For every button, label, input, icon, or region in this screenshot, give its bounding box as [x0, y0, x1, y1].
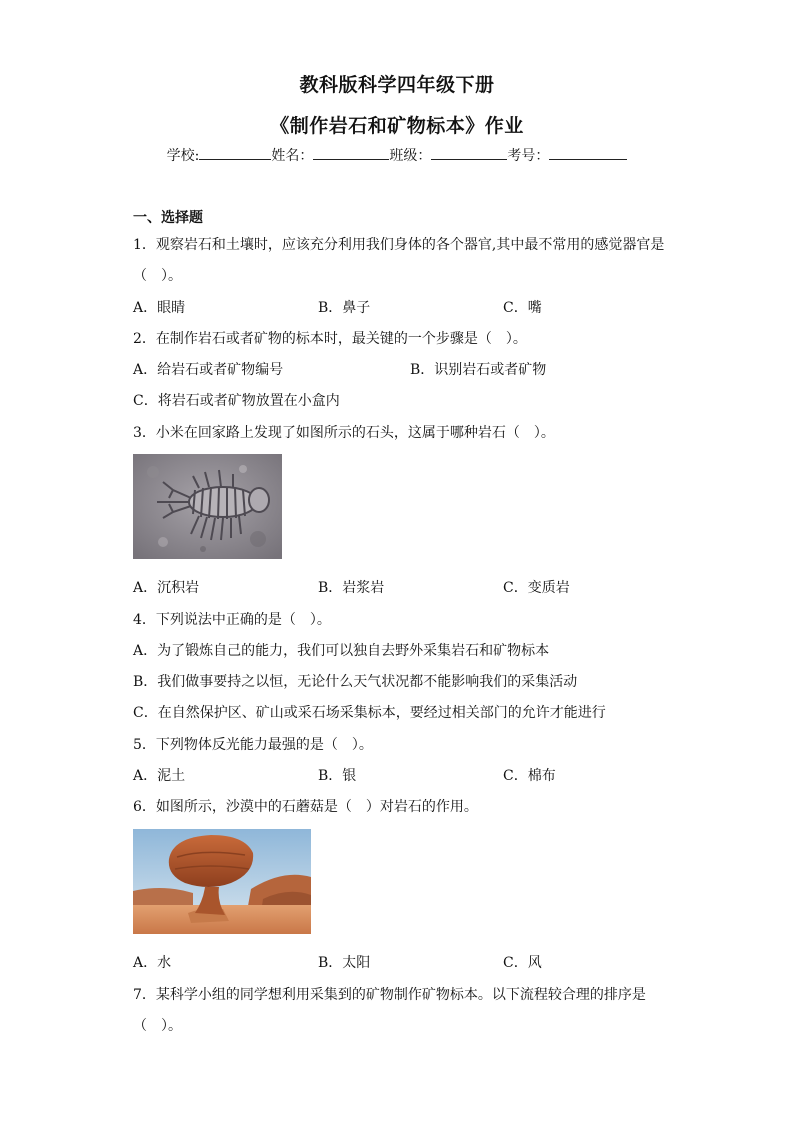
question-6-stem: 6．如图所示，沙漠中的石蘑菇是（ ）对岩石的作用。 [133, 799, 478, 815]
school-label: 学校: [166, 148, 200, 164]
trilobite-fossil-graphic [133, 454, 282, 559]
question-3-option-b[interactable]: B．岩浆岩 [318, 580, 385, 596]
exam-number-label: 考号： [507, 148, 550, 164]
question-5-option-b[interactable]: B．银 [318, 768, 357, 784]
question-7-stem: 7．某科学小组的同学想利用采集到的矿物制作矿物标本。以下流程较合理的排序是 [133, 987, 646, 1003]
question-6-option-c[interactable]: C．风 [503, 955, 542, 971]
question-3-stem: 3．小米在回家路上发现了如图所示的石头，这属于哪种岩石（ ）。 [133, 425, 555, 441]
question-3-option-a[interactable]: A．沉积岩 [133, 580, 200, 596]
question-2-option-a[interactable]: A．给岩石或者矿物编号 [133, 362, 284, 378]
question-1-option-a[interactable]: A．眼睛 [133, 300, 186, 316]
question-6-option-a[interactable]: A．水 [133, 955, 172, 971]
mushroom-rock-graphic [133, 829, 311, 934]
question-4-option-a[interactable]: A．为了锻炼自己的能力，我们可以独自去野外采集岩石和矿物标本 [133, 643, 550, 659]
question-1-stem: 1．观察岩石和土壤时，应该充分利用我们身体的各个器官,其中最不常用的感觉器官是 [133, 237, 665, 253]
student-info-line [0, 145, 794, 165]
exam-number-blank[interactable] [549, 145, 627, 160]
question-2-option-c[interactable]: C．将岩石或者矿物放置在小盒内 [133, 393, 340, 409]
question-4-option-c[interactable]: C．在自然保护区、矿山或采石场采集标本，要经过相关部门的允许才能进行 [133, 705, 606, 721]
document-subtitle: 《制作岩石和矿物标本》作业 [270, 115, 524, 137]
question-1-option-b[interactable]: B．鼻子 [318, 300, 371, 316]
question-6-option-b[interactable]: B．太阳 [318, 955, 371, 971]
question-2-option-b[interactable]: B．识别岩石或者矿物 [410, 362, 547, 378]
school-blank[interactable] [199, 145, 271, 160]
question-7-stem-continued: （ ）。 [133, 1018, 182, 1034]
class-blank[interactable] [431, 145, 507, 160]
desert-mushroom-rock-image [133, 829, 311, 934]
question-1-stem-continued: （ ）。 [133, 268, 182, 284]
trilobite-fossil-image [133, 454, 282, 559]
question-1-option-c[interactable]: C．嘴 [503, 300, 542, 316]
name-blank[interactable] [313, 145, 389, 160]
question-5-option-a[interactable]: A．泥土 [133, 768, 186, 784]
class-label: 班级： [389, 148, 432, 164]
question-2-stem: 2．在制作岩石或者矿物的标本时，最关键的一个步骤是（ ）。 [133, 331, 527, 347]
name-label: 姓名： [271, 148, 314, 164]
question-4-option-b[interactable]: B．我们做事要持之以恒，无论什么天气状况都不能影响我们的采集活动 [133, 674, 578, 690]
question-5-stem: 5．下列物体反光能力最强的是（ ）。 [133, 737, 373, 753]
question-3-option-c[interactable]: C．变质岩 [503, 580, 570, 596]
section-heading: 一、选择题 [133, 210, 203, 226]
question-4-stem: 4．下列说法中正确的是（ ）。 [133, 612, 331, 628]
question-5-option-c[interactable]: C．棉布 [503, 768, 556, 784]
document-title: 教科版科学四年级下册 [299, 74, 495, 96]
